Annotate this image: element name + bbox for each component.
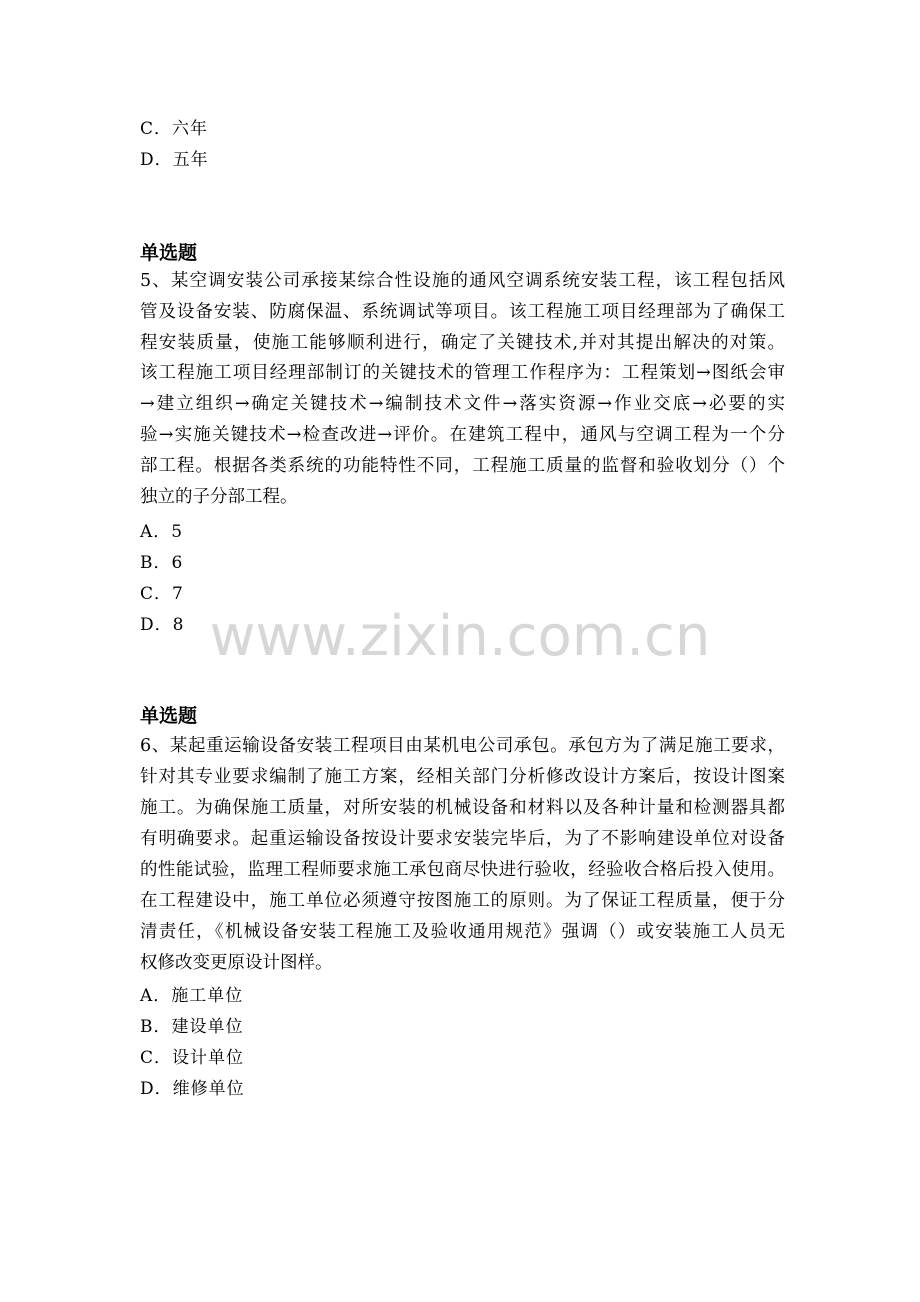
- question-5-text-line: 管及设备安装、防腐保温、系统调试等项目。该工程施工项目经理部为了确保工: [140, 302, 785, 322]
- question-5-option-d: D．8: [140, 615, 185, 635]
- question-6-text-line: 的性能试验，监理工程师要求施工承包商尽快进行验收，经验收合格后投入使用。: [140, 860, 785, 880]
- question-6-heading: 单选题: [140, 705, 198, 727]
- question-5-text-line: 部工程。根据各类系统的功能特性不同，工程施工质量的监督和验收划分（）个: [140, 456, 785, 476]
- question-5-option-b: B．6: [140, 553, 184, 573]
- question-6-text-line: 清责任，《机械设备安装工程施工及验收通用规范》强调（）或安装施工人员无: [140, 922, 785, 942]
- question-5-option-c: C．7: [140, 584, 184, 604]
- question-5-text-line: 程安装质量，使施工能够顺利进行，确定了关键技术,并对其提出解决的对策。: [140, 333, 785, 353]
- question-6-option-c: C．设计单位: [140, 1048, 245, 1068]
- question-6-text-line: 6、某起重运输设备安装工程项目由某机电公司承包。承包方为了满足施工要求，: [140, 736, 785, 756]
- question-5-text-line: →建立组织→确定关键技术→编制技术文件→落实资源→作业交底→必要的实: [140, 394, 785, 414]
- watermark-text: www.zixin.com.cn: [209, 604, 711, 669]
- question-6-text-line: 有明确要求。起重运输设备按设计要求安装完毕后，为了不影响建设单位对设备: [140, 829, 785, 849]
- question-6-option-a: A．施工单位: [140, 986, 244, 1006]
- question-5-option-a: A．5: [140, 522, 184, 542]
- question-6-option-b: B．建设单位: [140, 1017, 244, 1037]
- question-5-heading: 单选题: [140, 242, 198, 264]
- question-5-text-line: 该工程施工项目经理部制订的关键技术的管理工作程序为：工程策划→图纸会审: [140, 363, 785, 383]
- question-5-text-line: 5、某空调安装公司承接某综合性设施的通风空调系统安装工程，该工程包括风: [140, 271, 785, 291]
- question-5-text-line: 独立的子分部工程。: [140, 487, 298, 507]
- question-6-text-line: 针对其专业要求编制了施工方案，经相关部门分析修改设计方案后，按设计图案: [140, 767, 785, 787]
- question-6-text-line: 权修改变更原设计图样。: [140, 953, 333, 973]
- prev-option-d: D．五年: [140, 150, 209, 170]
- question-6-text-line: 施工。为确保施工质量，对所安装的机械设备和材料以及各种计量和检测器具都: [140, 798, 785, 818]
- prev-option-c: C．六年: [140, 119, 209, 139]
- question-5-text-line: 验→实施关键技术→检查改进→评价。在建筑工程中，通风与空调工程为一个分: [140, 425, 785, 445]
- question-6-option-d: D．维修单位: [140, 1079, 245, 1099]
- question-6-text-line: 在工程建设中，施工单位必须遵守按图施工的原则。为了保证工程质量，便于分: [140, 891, 785, 911]
